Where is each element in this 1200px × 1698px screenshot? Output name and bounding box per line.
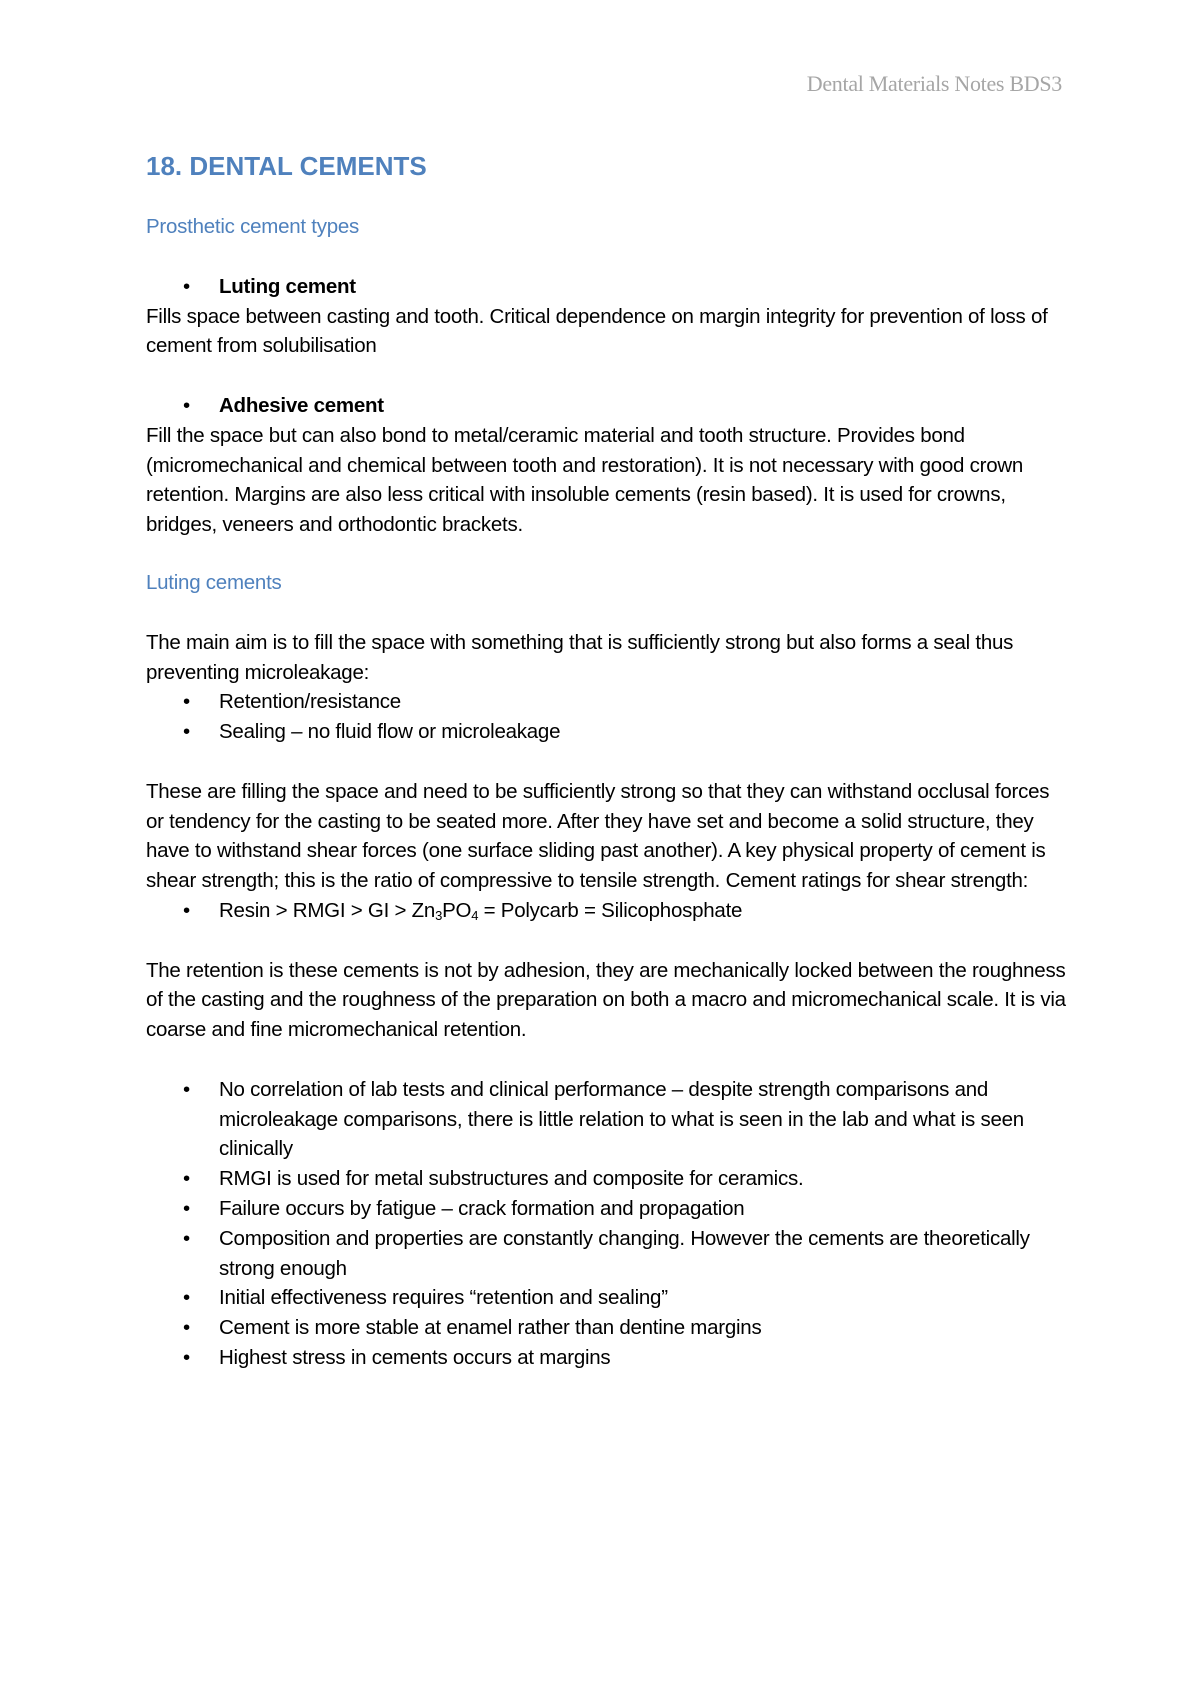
- ranking-list: [146, 896, 1066, 926]
- point-text: Failure occurs by fatigue – crack formation and propagation: [219, 1196, 745, 1220]
- page-header: Dental Materials Notes BDS3: [806, 71, 1062, 96]
- ranking-sub2: 4: [471, 907, 479, 923]
- bullet-icon: •: [183, 393, 190, 417]
- bullet-icon: •: [183, 1226, 190, 1250]
- spacer: [146, 1045, 1066, 1075]
- point-text: Cement is more stable at enamel rather than dentine margins: [219, 1316, 762, 1340]
- bullet-icon: •: [183, 1196, 190, 1220]
- list-item: [146, 1343, 1066, 1373]
- luting-cement-text: Fills space between casting and tooth. Critical dependence on margin integrity for prevention of loss of cement from solubilisation: [146, 304, 1048, 358]
- section-heading-prosthetic: Prosthetic cement types: [146, 215, 360, 238]
- luting-cement-list: [146, 272, 1066, 302]
- ranking-part3: = Polycarb = Silicophosphate: [478, 898, 743, 922]
- luting-cement-label: Luting cement: [219, 274, 356, 298]
- aim-retention: Retention/resistance: [219, 690, 401, 714]
- adhesive-cement-text: Fill the space but can also bond to metal/ceramic material and tooth structure. Provides bond (micromechanical and chemical between tooth and restoration). It is not necessary with good crown retention. Margins are also less critical with insoluble cements (resin based). It is used for crowns, bridges, veneers and orthodontic brackets.: [146, 423, 1024, 537]
- bullet-icon: •: [183, 1077, 190, 1101]
- point-text: No correlation of lab tests and clinical performance – despite strength comparisons and microleakage comparisons, there is little relation to what is seen in the lab and what is seen clinically: [219, 1077, 1024, 1161]
- list-item: [146, 1313, 1066, 1343]
- ranking-part2: PO: [442, 898, 472, 922]
- list-item: [146, 896, 1066, 926]
- list-item: [146, 687, 1066, 717]
- bullet-icon: •: [183, 720, 190, 744]
- spacer: [146, 554, 1066, 568]
- strength-text: These are filling the space and need to be sufficiently strong so that they can withstand occlusal forces or tendency for the casting to be seated more. After they have set and become a solid structure, they have to withstand shear forces (one surface sliding past another). A key physical property of cement is shear strength; this is the ratio of compressive to tensile strength. Cement ratings for shear strength:: [146, 779, 1050, 893]
- bullet-icon: •: [183, 274, 190, 298]
- point-text: Highest stress in cements occurs at margins: [219, 1345, 611, 1369]
- bullet-icon: •: [183, 1286, 190, 1310]
- spacer: [146, 540, 1066, 554]
- bullet-icon: •: [183, 898, 190, 922]
- list-item: [146, 1164, 1066, 1194]
- aims-list: [146, 687, 1066, 747]
- list-item: [146, 391, 1066, 421]
- spacer: [146, 747, 1066, 777]
- point-text: Initial effectiveness requires “retention and sealing”: [219, 1286, 668, 1310]
- spacer: [146, 361, 1066, 391]
- luting-intro-text: The main aim is to fill the space with something that is sufficiently strong but also forms a seal thus preventing microleakage:: [146, 630, 1014, 684]
- aim-sealing: Sealing – no fluid flow or microleakage: [219, 720, 561, 744]
- point-text: RMGI is used for metal substructures and composite for ceramics.: [219, 1167, 804, 1191]
- points-list: [146, 1075, 1066, 1373]
- adhesive-cement-list: [146, 391, 1066, 421]
- document-body: [146, 148, 1066, 1373]
- retention-text: The retention is these cements is not by adhesion, they are mechanically locked between the roughness of the casting and the roughness of the preparation on both a macro and micromechanical scale. It is via coarse and fine micromechanical retention.: [146, 958, 1066, 1042]
- list-item: [146, 1075, 1066, 1164]
- section-heading-luting: Luting cements: [146, 570, 282, 594]
- bullet-icon: •: [183, 1345, 190, 1369]
- bullet-icon: •: [183, 1316, 190, 1340]
- list-item: [146, 717, 1066, 747]
- adhesive-cement-label: Adhesive cement: [219, 393, 384, 417]
- list-item: [146, 1224, 1066, 1284]
- spacer: [146, 926, 1066, 956]
- point-text: Composition and properties are constantly changing. However the cements are theoretically strong enough: [219, 1226, 1030, 1280]
- spacer: [146, 598, 1066, 628]
- ranking-part1: Resin > RMGI > GI > Zn: [219, 898, 436, 922]
- list-item: [146, 1283, 1066, 1313]
- page-title: 18. DENTAL CEMENTS: [146, 151, 427, 181]
- list-item: [146, 272, 1066, 302]
- spacer: [146, 242, 1066, 272]
- bullet-icon: •: [183, 1167, 190, 1191]
- ranking-sub1: 3: [435, 907, 443, 923]
- bullet-icon: •: [183, 690, 190, 714]
- list-item: [146, 1194, 1066, 1224]
